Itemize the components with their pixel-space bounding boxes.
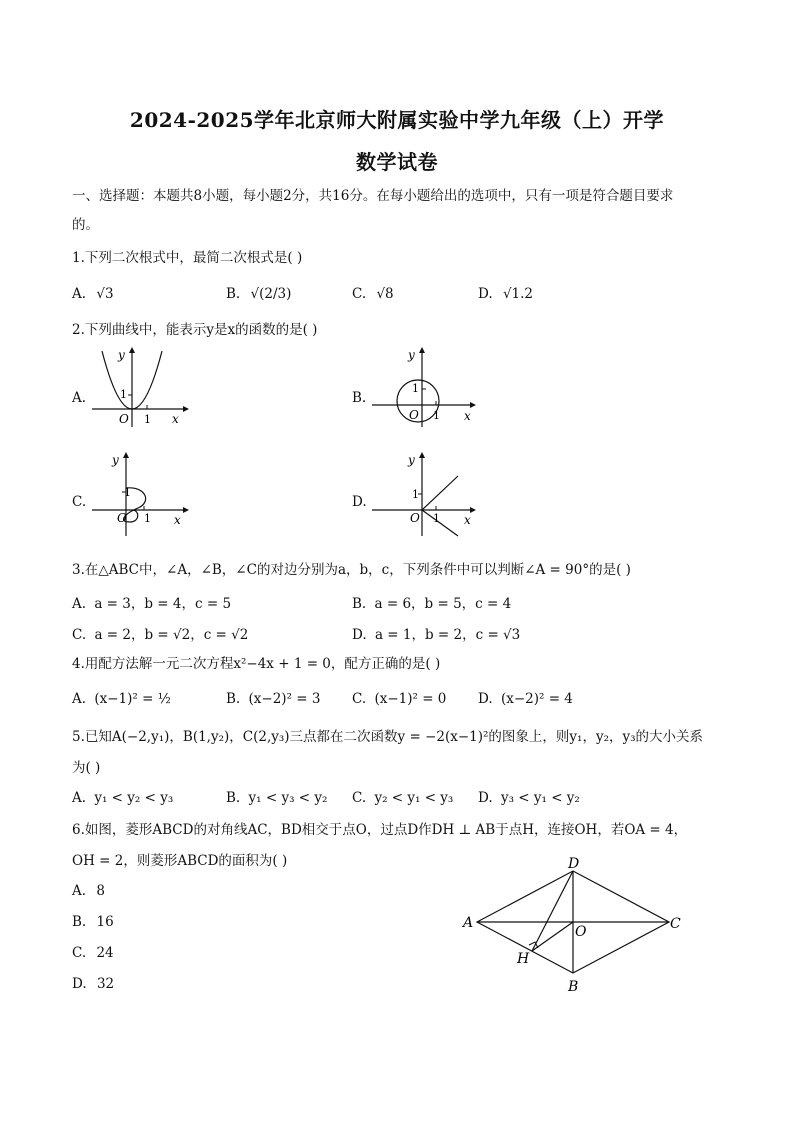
q4-option-d <box>478 691 573 707</box>
option-text: 24 <box>96 945 114 961</box>
option-text: 8 <box>96 883 105 899</box>
y-axis-label: y <box>112 453 119 467</box>
x-axis-label: x <box>174 513 181 527</box>
option-text: √8 <box>376 286 394 302</box>
q1-option-a <box>72 286 114 302</box>
option-label: B. <box>352 596 367 612</box>
option-text: 16 <box>96 914 114 930</box>
q4-option-c <box>352 691 446 707</box>
q5-option-c <box>352 790 453 806</box>
q2-option-b-label: B. <box>352 390 367 406</box>
option-text: a = 2，b = √2，c = √2 <box>94 627 249 643</box>
option-text: y₃ < y₁ < y₂ <box>500 790 580 806</box>
option-text: a = 1，b = 2，c = √3 <box>374 627 521 643</box>
vertex-b-label: B <box>568 979 579 993</box>
option-label: D. <box>478 286 493 302</box>
exam-title-line2: 数学试卷 <box>356 150 438 174</box>
option-text: y₁ < y₃ < y₂ <box>248 790 328 806</box>
vertex-c-label: C <box>670 916 681 932</box>
option-text: y₂ < y₁ < y₃ <box>374 790 454 806</box>
q3-option-b <box>352 592 511 612</box>
option-label: D. <box>478 790 493 806</box>
q6-option-d <box>72 976 114 992</box>
option-text: (x−1)² = 0 <box>374 691 447 707</box>
option-label: D. <box>72 976 87 992</box>
option-label: D. <box>478 691 493 707</box>
q5-option-d <box>478 790 580 806</box>
tick-one-label: 1 <box>144 413 151 426</box>
option-label: B. <box>72 914 87 930</box>
q6-option-b <box>72 914 114 930</box>
q2-option-a-label: A. <box>72 390 87 406</box>
q3-option-c <box>72 623 248 643</box>
option-text: (x−1)² = ½ <box>94 691 171 707</box>
tick-one-label: 1 <box>433 409 440 422</box>
q6-rhombus-figure <box>455 853 690 993</box>
option-text: a = 3，b = 4，c = 5 <box>94 596 232 612</box>
tick-one-label: 1 <box>412 382 419 395</box>
tick-one-label: 1 <box>144 512 151 525</box>
q4-stem: 4.用配方法解一元二次方程x²−4x + 1 = 0，配方正确的是( ) <box>72 656 441 672</box>
q1-option-c <box>352 286 394 302</box>
q4-option-a <box>72 691 171 707</box>
option-label: B. <box>226 790 241 806</box>
q2-graph-b <box>370 345 485 430</box>
option-text: √(2/3) <box>250 286 292 302</box>
q5-stem-line1: 5.已知A(−2,y₁)，B(1,y₂)，C(2,y₃)三点都在二次函数y = −2(x−1)²的图象上，则y₁，y₂，y₃的大小关系 <box>72 729 704 745</box>
q2-graph-a <box>88 345 198 430</box>
q3-stem: 3.在△ABC中，∠A，∠B，∠C的对边分别为a，b，c，下列条件中可以判断∠A = 90°的是( ) <box>72 562 631 578</box>
option-label: A. <box>72 691 87 707</box>
option-label: A. <box>72 286 87 302</box>
q6-option-c <box>72 945 114 961</box>
q1-option-b <box>226 286 291 302</box>
q2-graph-c <box>88 450 198 538</box>
q6-option-a <box>72 883 105 899</box>
option-label: C. <box>352 790 367 806</box>
exam-title-line1: 2024-2025学年北京师大附属实验中学九年级（上）开学 <box>129 108 665 132</box>
tick-one-label: 1 <box>433 512 440 525</box>
option-label: C. <box>72 945 87 961</box>
option-label: B. <box>226 286 241 302</box>
vertex-a-label: A <box>463 915 474 931</box>
option-text: √1.2 <box>502 286 534 302</box>
q2-graph-d <box>370 450 485 538</box>
y-axis-label: y <box>408 453 415 467</box>
y-axis-label: y <box>118 348 125 362</box>
point-h-label: H <box>517 951 530 967</box>
point-o-label: O <box>575 924 587 940</box>
y-axis-label: y <box>408 348 415 362</box>
option-label: C. <box>72 627 87 643</box>
option-label: B. <box>226 691 241 707</box>
option-text: (x−2)² = 3 <box>248 691 321 707</box>
section-heading-line1: 一、选择题：本题共8小题，每小题2分，共16分。在每小题给出的选项中，只有一项是符合题目要求 <box>72 188 674 204</box>
q6-stem-line2: OH = 2，则菱形ABCD的面积为( ) <box>72 853 288 869</box>
option-text: √3 <box>96 286 114 302</box>
q3-option-a <box>72 592 231 612</box>
q1-stem: 1.下列二次根式中，最简二次根式是( ) <box>72 250 303 266</box>
section-heading-line2: 的。 <box>72 217 99 233</box>
option-text: a = 6，b = 5，c = 4 <box>374 596 512 612</box>
q6-stem-line1: 6.如图，菱形ABCD的对角线AC，BD相交于点O，过点D作DH ⊥ AB于点H，连接OH，若OA = 4， <box>72 822 688 838</box>
q5-option-b <box>226 790 327 806</box>
q3-option-d <box>352 623 520 643</box>
q1-option-d <box>478 286 533 302</box>
option-label: C. <box>352 286 367 302</box>
origin-label: O <box>410 511 420 525</box>
q2-stem: 2.下列曲线中，能表示y是x的函数的是( ) <box>72 322 318 338</box>
option-label: A. <box>72 596 87 612</box>
origin-label: O <box>117 511 127 525</box>
tick-one-label: 1 <box>412 488 419 501</box>
option-label: C. <box>352 691 367 707</box>
tick-one-label: 1 <box>120 388 127 401</box>
option-label: D. <box>352 627 367 643</box>
q5-stem-line2: 为( ) <box>72 760 101 776</box>
tick-one-label: 1 <box>124 486 131 499</box>
option-text: y₁ < y₂ < y₃ <box>94 790 174 806</box>
x-axis-label: x <box>464 513 471 527</box>
option-text: (x−2)² = 4 <box>500 691 573 707</box>
origin-label: O <box>119 412 129 426</box>
option-label: A. <box>72 883 87 899</box>
origin-label: O <box>409 408 419 422</box>
q2-option-d-label: D. <box>352 494 367 510</box>
vertex-d-label: D <box>568 856 580 872</box>
x-axis-label: x <box>464 409 471 423</box>
q2-option-c-label: C. <box>72 494 87 510</box>
option-text: 32 <box>96 976 115 992</box>
x-axis-label: x <box>172 412 179 426</box>
q5-option-a <box>72 790 173 806</box>
q4-option-b <box>226 691 320 707</box>
option-label: A. <box>72 790 87 806</box>
